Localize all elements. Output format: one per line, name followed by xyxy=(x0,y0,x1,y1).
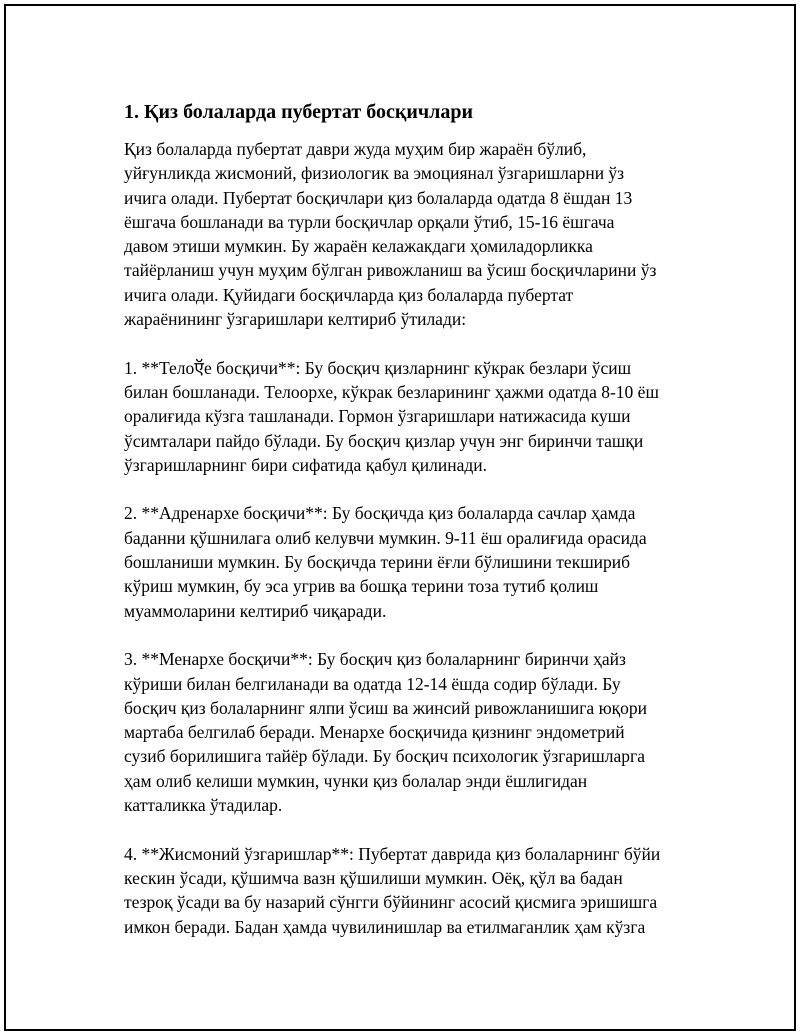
thelarche-paragraph xyxy=(124,356,704,477)
page-frame xyxy=(4,4,796,1031)
text-line: ўсимталари пайдо бўлади. Бу босқич қизлар учун энг биринчи ташқи xyxy=(124,430,644,451)
text-line: баданни қўшнилага олиб келувчи мумкин. 9-11 ёш оралиғида орасида xyxy=(124,527,647,548)
text-line: ҳам олиб келиши мумкин, чунки қиз болалар энди ёшлигидан xyxy=(124,770,588,791)
text-line: бошланиши мумкин. Бу босқичда терини ёғли бўлишини текшириб xyxy=(124,552,631,573)
text-line: имкон беради. Бадан ҳамда чувилинишлар ва етилмаганлик ҳам кўзга xyxy=(124,916,646,937)
intro-paragraph xyxy=(124,137,704,331)
text-line: ёшгача бошланади ва турли босқичлар орқали ўтиб, 15-16 ёшгача xyxy=(124,211,615,232)
text-line: жараёнининг ўзгаришлари келтириб ўтилади: xyxy=(124,309,467,330)
text-line: давом этиши мумкин. Бу жараён келажакдаги ҳомиладорликка xyxy=(124,236,593,257)
text-line: кўриши билан белгиланади ва одатда 12-14 ёшда содир бўлади. Бу xyxy=(124,673,621,694)
text-line: Қиз болаларда пубертат даври жуда муҳим бир жараён бўлиб, xyxy=(124,139,587,159)
text-line: босқич қиз болаларнинг ялпи ўсиш ва жинсий ривожланишига юқори xyxy=(124,697,648,718)
text-line: катталикка ўтадилар. xyxy=(124,795,283,816)
document-body xyxy=(124,99,704,963)
text-line: ўзгаришларнинг бири сифатида қабул қилинади. xyxy=(124,454,488,475)
text-line: 3. **Менархе босқичи**: Бу босқич қиз болаларнинг биринчи ҳайз xyxy=(124,649,626,670)
text-line: оралиғида кўзга ташланади. Гормон ўзгаришлари натижасида куши xyxy=(124,406,631,427)
text-line: билан бошланади. Телоорхе, кўкрак безларининг ҳажми одатда 8-10 ёш xyxy=(124,381,659,402)
text-line: кўриш мумкин, бу эса угрив ва бошқа терини тоза тутиб қолиш xyxy=(124,576,599,597)
text-line: 4. **Жисмоний ўзгаришлар**: Пубертат даврида қиз болаларнинг бўйи xyxy=(124,843,661,864)
text-line: мартаба белгилаб беради. Менархе босқичида қизнинг эндометрий xyxy=(124,722,625,743)
adrenarche-paragraph xyxy=(124,501,704,622)
text-line: 1. **Телоऍе босқичи**: Бу босқич қизларнинг кўкрак безлари ўсиш xyxy=(124,357,632,378)
menarche-paragraph xyxy=(124,647,704,817)
text-line: сузиб борилишига тайёр бўлади. Бу босқич психологик ўзгаришларга xyxy=(124,746,645,767)
text-line: ичига олади. Пубертат босқичлари қиз болаларда одатда 8 ёшдан 13 xyxy=(124,187,633,208)
text-line: тезроқ ўсади ва бу назарий сўнгги бўйининг асосий қисмига эришишга xyxy=(124,892,658,913)
text-line: 2. **Адренархе босқичи**: Бу босқичда қиз болаларда сачлар ҳамда xyxy=(124,503,636,524)
physical-changes-paragraph xyxy=(124,842,704,939)
text-line: тайёрланиш учун муҳим бўлган ривожланиш ва ўсиш босқичларини ўз xyxy=(124,260,657,281)
text-line: ичига олади. Қуйидаги босқичларда қиз болаларда пубертат xyxy=(124,284,574,305)
document-title: 1. Қиз болаларда пубертат босқичлари xyxy=(124,101,474,123)
text-line: кескин ўсади, қўшимча вазн қўшилиши мумкин. Оёқ, қўл ва бадан xyxy=(124,867,623,888)
text-line: уйғунликда жисмоний, физиологик ва эмоциянал ўзгаришларни ўз xyxy=(124,163,625,184)
text-line: муаммоларини келтириб чиқаради. xyxy=(124,600,387,621)
